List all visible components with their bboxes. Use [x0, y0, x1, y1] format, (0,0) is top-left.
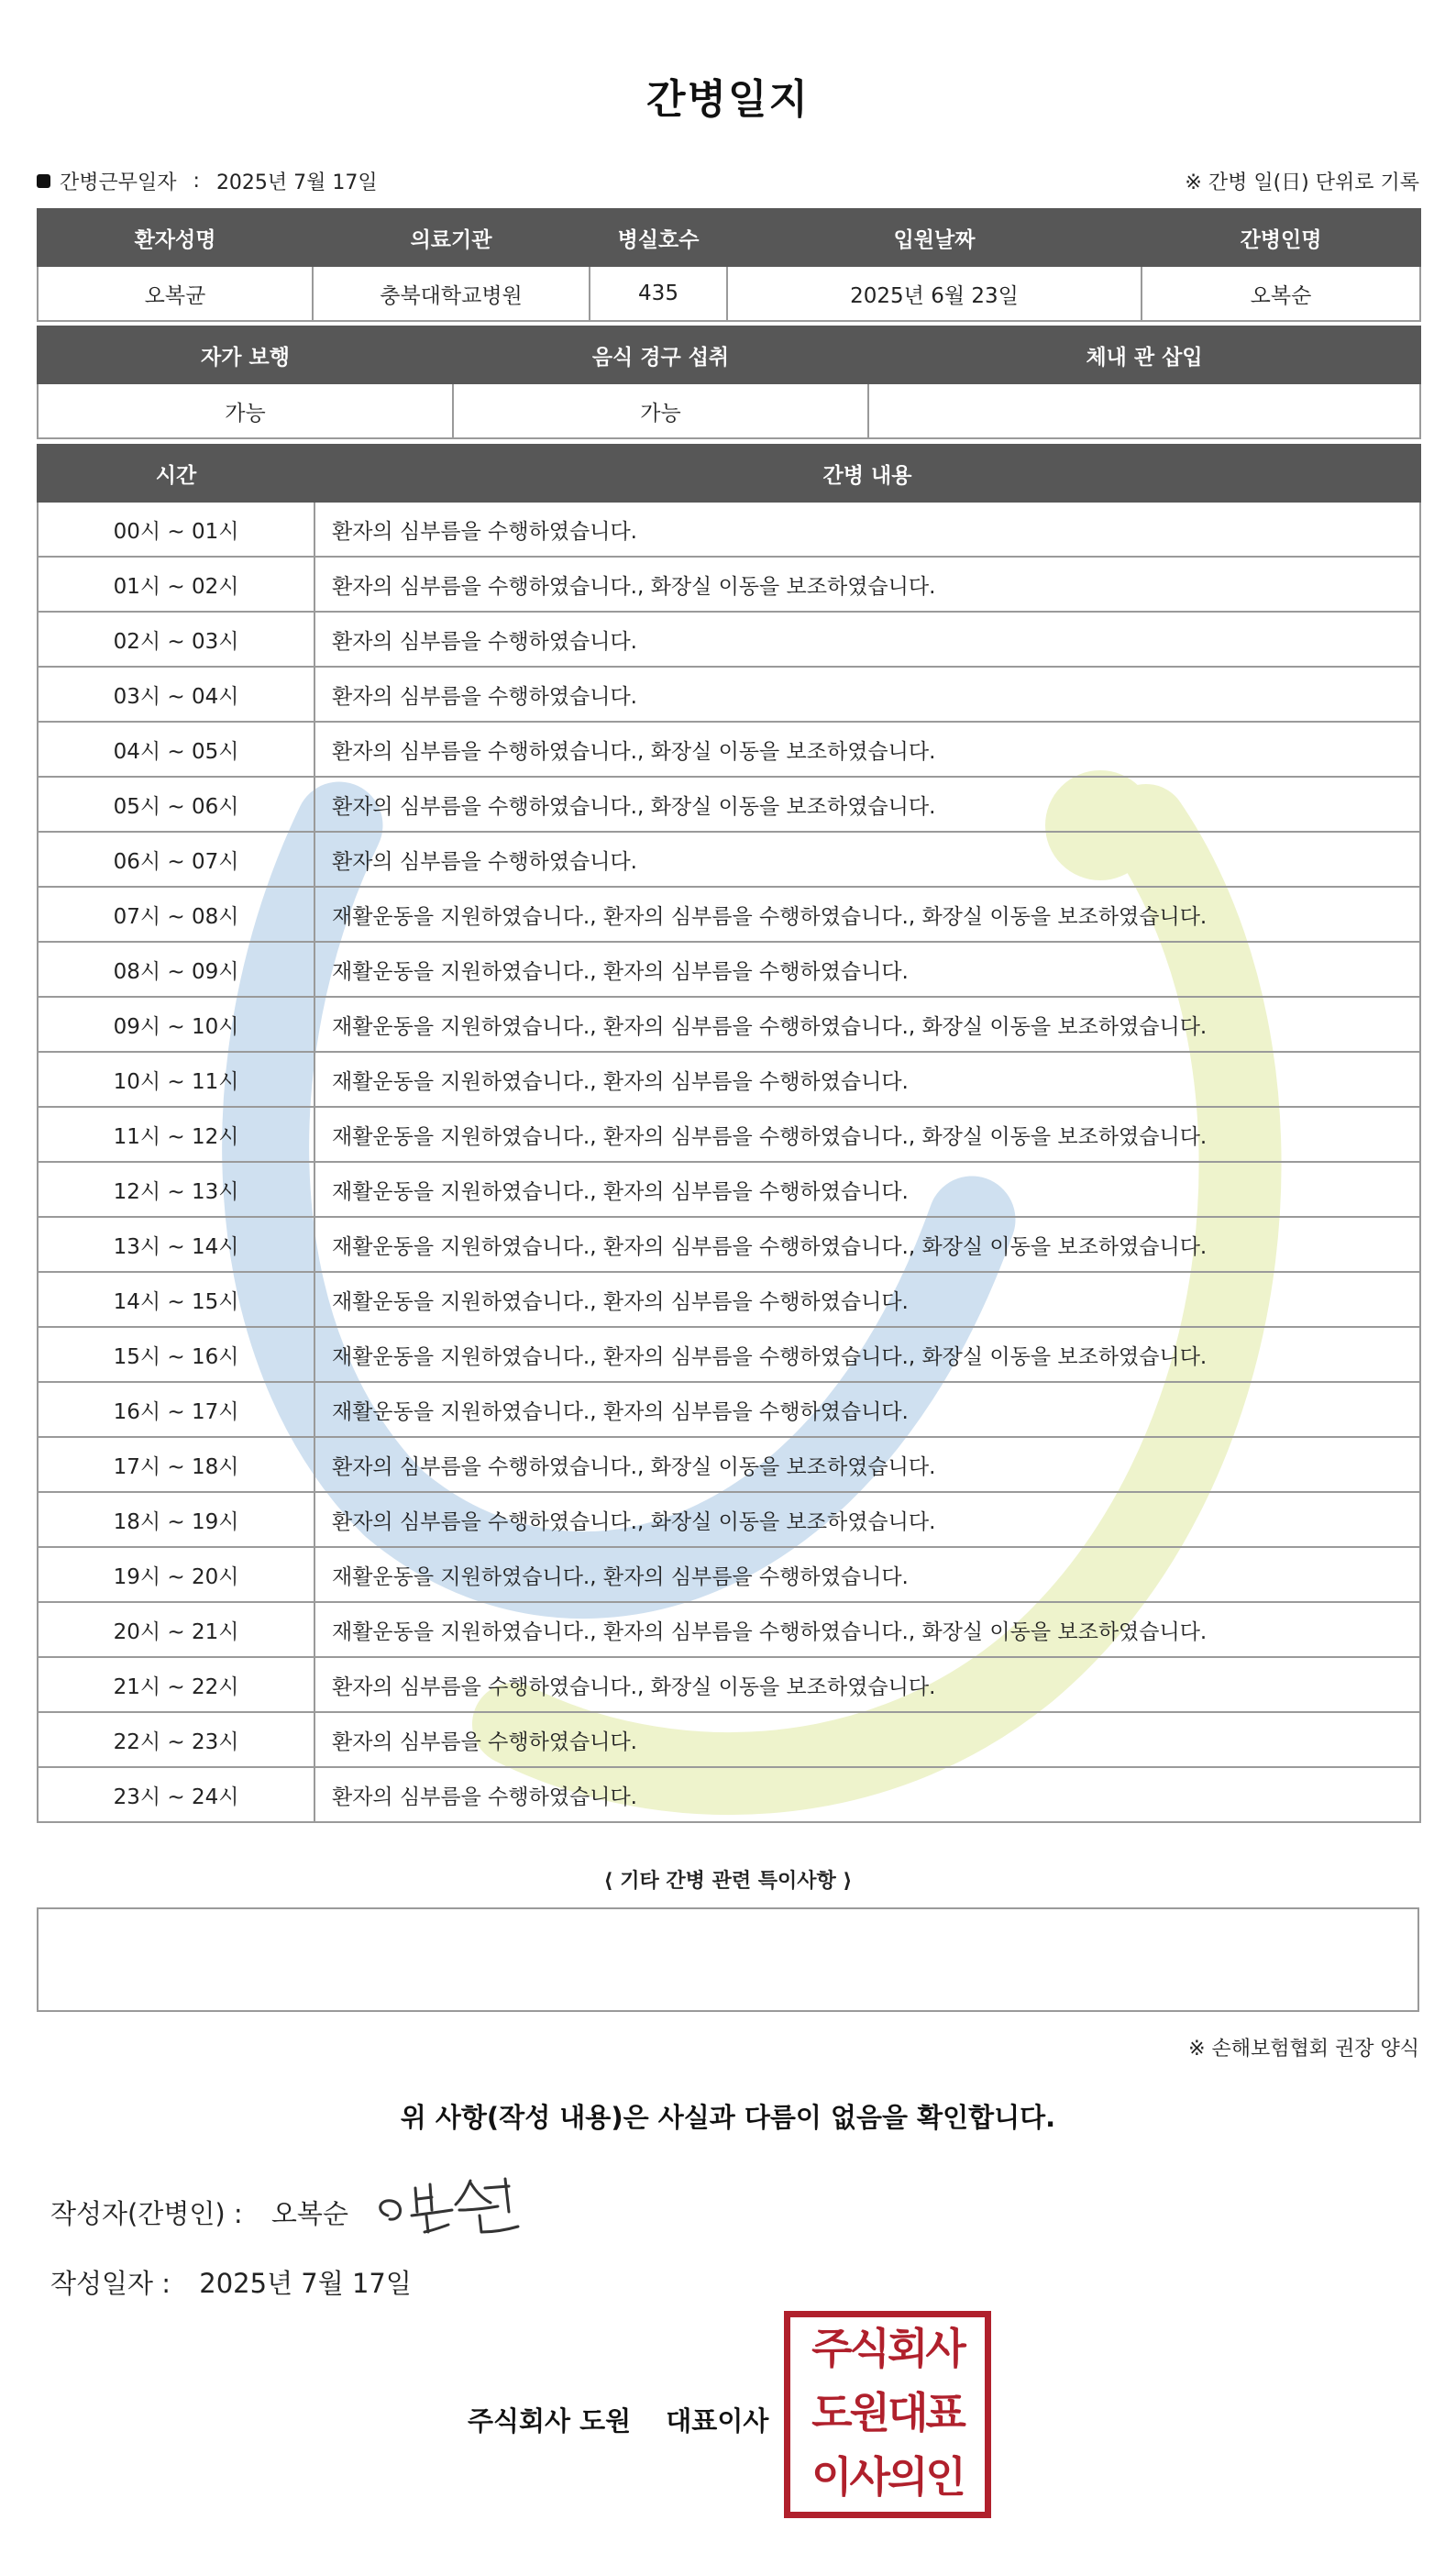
writer-line — [50, 2194, 348, 2231]
writer-name: 오복순 — [270, 2198, 348, 2229]
table-row — [38, 1217, 1420, 1272]
care-content: 재활운동을 지원하였습니다., 환자의 심부름을 수행하였습니다. — [314, 1162, 1420, 1217]
time-slot: 00시 ~ 01시 — [38, 502, 314, 557]
table-row — [38, 942, 1420, 997]
time-slot: 01시 ~ 02시 — [38, 557, 314, 612]
time-slot: 08시 ~ 09시 — [38, 942, 314, 997]
care-log-header-row — [38, 445, 1420, 502]
care-content: 환자의 심부름을 수행하였습니다. — [314, 832, 1420, 887]
care-content: 환자의 심부름을 수행하였습니다., 화장실 이동을 보조하였습니다. — [314, 722, 1420, 777]
table-row — [38, 1712, 1420, 1767]
care-content: 재활운동을 지원하였습니다., 환자의 심부름을 수행하였습니다., 화장실 이동을 보조하였습니다. — [314, 887, 1420, 942]
work-date — [37, 167, 378, 195]
care-content: 환자의 심부름을 수행하였습니다. — [314, 612, 1420, 667]
patient-info-value-row — [38, 266, 1420, 321]
table-row — [38, 612, 1420, 667]
recommended-form-note: ※ 손해보험협회 권장 양식 — [1188, 2038, 1419, 2061]
patient-name: 오복균 — [38, 266, 313, 321]
table-row — [38, 667, 1420, 722]
room-number: 435 — [590, 266, 727, 321]
company-name: 주식회사 도원 — [468, 2405, 632, 2437]
table-row — [38, 1437, 1420, 1492]
time-slot: 17시 ~ 18시 — [38, 1437, 314, 1492]
table-row — [38, 722, 1420, 777]
time-slot: 06시 ~ 07시 — [38, 832, 314, 887]
header-patient-name: 환자성명 — [38, 209, 313, 266]
care-content: 재활운동을 지원하였습니다., 환자의 심부름을 수행하였습니다., 화장실 이동을 보조하였습니다. — [314, 1602, 1420, 1657]
oral-intake-value: 가능 — [453, 383, 868, 438]
time-slot: 02시 ~ 03시 — [38, 612, 314, 667]
time-slot: 18시 ~ 19시 — [38, 1492, 314, 1547]
work-date-label: 간병근무일자 — [60, 171, 177, 194]
header-caregiver-name: 간병인명 — [1142, 209, 1420, 266]
time-slot: 13시 ~ 14시 — [38, 1217, 314, 1272]
status-value-row — [38, 383, 1420, 438]
care-content: 환자의 심부름을 수행하였습니다. — [314, 667, 1420, 722]
table-row — [38, 887, 1420, 942]
patient-info-table — [37, 208, 1421, 322]
admission-date: 2025년 6월 23일 — [727, 266, 1142, 321]
caregiver-name: 오복순 — [1142, 266, 1420, 321]
care-content: 환자의 심부름을 수행하였습니다. — [314, 502, 1420, 557]
care-log-table — [37, 444, 1421, 1823]
work-date-value: 2025년 7월 17일 — [215, 171, 378, 194]
table-row — [38, 1547, 1420, 1602]
care-content: 환자의 심부름을 수행하였습니다., 화장실 이동을 보조하였습니다. — [314, 1657, 1420, 1712]
care-content: 환자의 심부름을 수행하였습니다., 화장실 이동을 보조하였습니다. — [314, 777, 1420, 832]
table-row — [38, 502, 1420, 557]
time-slot: 03시 ~ 04시 — [38, 667, 314, 722]
table-row — [38, 1382, 1420, 1437]
care-content: 환자의 심부름을 수행하였습니다., 화장실 이동을 보조하였습니다. — [314, 1437, 1420, 1492]
care-content: 재활운동을 지원하였습니다., 환자의 심부름을 수행하였습니다. — [314, 942, 1420, 997]
time-slot: 05시 ~ 06시 — [38, 777, 314, 832]
header-self-walking: 자가 보행 — [38, 326, 453, 383]
table-row — [38, 997, 1420, 1052]
table-row — [38, 1107, 1420, 1162]
header-care-content: 간병 내용 — [314, 445, 1420, 502]
time-slot: 15시 ~ 16시 — [38, 1327, 314, 1382]
writer-label: 작성자(간병인) : — [50, 2198, 243, 2229]
care-content: 재활운동을 지원하였습니다., 환자의 심부름을 수행하였습니다. — [314, 1382, 1420, 1437]
care-content: 환자의 심부름을 수행하였습니다., 화장실 이동을 보조하였습니다. — [314, 557, 1420, 612]
table-row — [38, 557, 1420, 612]
table-row — [38, 1052, 1420, 1107]
header-oral-intake: 음식 경구 섭취 — [453, 326, 868, 383]
table-row — [38, 1492, 1420, 1547]
written-date-line — [50, 2263, 412, 2301]
work-date-separator: : — [193, 170, 200, 193]
header-room-number: 병실호수 — [590, 209, 727, 266]
seal-line-3: 이사의인 — [811, 2452, 964, 2502]
bullet-square-icon — [37, 174, 50, 188]
time-slot: 21시 ~ 22시 — [38, 1657, 314, 1712]
time-slot: 16시 ~ 17시 — [38, 1382, 314, 1437]
written-date-value: 2025년 7월 17일 — [199, 2268, 412, 2299]
written-date-label: 작성일자 : — [50, 2268, 171, 2299]
confirmation-statement: 위 사항(작성 내용)은 사실과 다름이 없음을 확인합니다. — [400, 2102, 1056, 2133]
table-row — [38, 777, 1420, 832]
care-log-rows — [38, 502, 1420, 1822]
table-row — [38, 1327, 1420, 1382]
time-slot: 19시 ~ 20시 — [38, 1547, 314, 1602]
time-slot: 04시 ~ 05시 — [38, 722, 314, 777]
care-content: 재활운동을 지원하였습니다., 환자의 심부름을 수행하였습니다., 화장실 이동을 보조하였습니다. — [314, 1217, 1420, 1272]
tube-insertion-value — [868, 383, 1420, 438]
hospital-name: 충북대학교병원 — [313, 266, 590, 321]
seal-line-2: 도원대표 — [811, 2388, 964, 2437]
care-content: 환자의 심부름을 수행하였습니다. — [314, 1712, 1420, 1767]
time-slot: 14시 ~ 15시 — [38, 1272, 314, 1327]
table-row — [38, 1657, 1420, 1712]
handwritten-signature — [371, 2168, 546, 2241]
record-unit-note: ※ 간병 일(日) 단위로 기록 — [1185, 171, 1419, 194]
table-row — [38, 1602, 1420, 1657]
care-content: 재활운동을 지원하였습니다., 환자의 심부름을 수행하였습니다. — [314, 1547, 1420, 1602]
representative-title: 대표이사 — [666, 2405, 769, 2437]
header-tube-insertion: 체내 관 삽입 — [868, 326, 1420, 383]
time-slot: 12시 ~ 13시 — [38, 1162, 314, 1217]
time-slot: 09시 ~ 10시 — [38, 997, 314, 1052]
company-signoff — [468, 2401, 768, 2438]
header-hospital: 의료기관 — [313, 209, 590, 266]
self-walking-value: 가능 — [38, 383, 453, 438]
care-content: 재활운동을 지원하였습니다., 환자의 심부름을 수행하였습니다., 화장실 이동을 보조하였습니다. — [314, 997, 1420, 1052]
care-content: 재활운동을 지원하였습니다., 환자의 심부름을 수행하였습니다., 화장실 이동을 보조하였습니다. — [314, 1327, 1420, 1382]
care-content: 재활운동을 지원하였습니다., 환자의 심부름을 수행하였습니다. — [314, 1272, 1420, 1327]
care-content: 재활운동을 지원하였습니다., 환자의 심부름을 수행하였습니다., 화장실 이동을 보조하였습니다. — [314, 1107, 1420, 1162]
table-row — [38, 1162, 1420, 1217]
table-row — [38, 1272, 1420, 1327]
page-title: 간병일지 — [645, 76, 810, 123]
patient-status-table — [37, 326, 1421, 439]
time-slot: 22시 ~ 23시 — [38, 1712, 314, 1767]
time-slot: 23시 ~ 24시 — [38, 1767, 314, 1822]
care-content: 환자의 심부름을 수행하였습니다. — [314, 1767, 1420, 1822]
seal-line-1: 주식회사 — [811, 2324, 964, 2373]
company-seal-stamp — [784, 2311, 991, 2518]
header-admission-date: 입원날짜 — [727, 209, 1142, 266]
time-slot: 20시 ~ 21시 — [38, 1602, 314, 1657]
header-time: 시간 — [38, 445, 314, 502]
time-slot: 11시 ~ 12시 — [38, 1107, 314, 1162]
patient-info-header-row — [38, 209, 1420, 266]
table-row — [38, 1767, 1420, 1822]
time-slot: 10시 ~ 11시 — [38, 1052, 314, 1107]
time-slot: 07시 ~ 08시 — [38, 887, 314, 942]
care-content: 환자의 심부름을 수행하였습니다., 화장실 이동을 보조하였습니다. — [314, 1492, 1420, 1547]
status-header-row — [38, 326, 1420, 383]
table-row — [38, 832, 1420, 887]
care-content: 재활운동을 지원하였습니다., 환자의 심부름을 수행하였습니다. — [314, 1052, 1420, 1107]
special-notes-label: ⟨ 기타 간병 관련 특이사항 ⟩ — [603, 1870, 853, 1893]
special-notes-box — [37, 1907, 1419, 2012]
